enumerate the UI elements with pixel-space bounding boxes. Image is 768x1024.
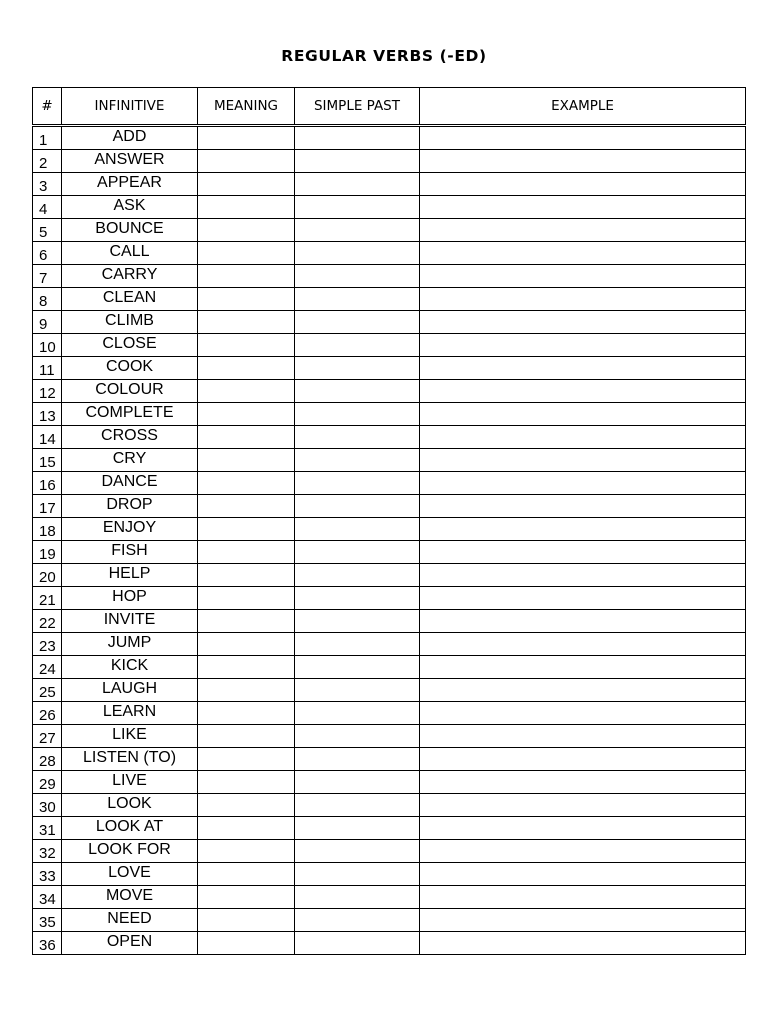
example-cell[interactable]: [420, 196, 746, 219]
table-row: [33, 495, 746, 518]
meaning-cell[interactable]: [198, 794, 295, 817]
infinitive-cell: DANCE: [62, 472, 198, 495]
infinitive-cell: HOP: [62, 587, 198, 610]
infinitive-cell: INVITE: [62, 610, 198, 633]
row-number: 30: [33, 794, 62, 817]
meaning-cell[interactable]: [198, 863, 295, 886]
meaning-cell[interactable]: [198, 311, 295, 334]
simple-past-cell[interactable]: [295, 518, 420, 541]
row-number: 2: [33, 150, 62, 173]
simple-past-cell[interactable]: [295, 794, 420, 817]
meaning-cell[interactable]: [198, 357, 295, 380]
example-cell[interactable]: [420, 472, 746, 495]
header-meaning: MEANING: [198, 88, 295, 126]
simple-past-cell[interactable]: [295, 725, 420, 748]
infinitive-cell: COLOUR: [62, 380, 198, 403]
row-number: 28: [33, 748, 62, 771]
table-row: [33, 242, 746, 265]
table-row: [33, 679, 746, 702]
table-row: [33, 725, 746, 748]
example-cell[interactable]: [420, 357, 746, 380]
infinitive-cell: HELP: [62, 564, 198, 587]
row-number: 33: [33, 863, 62, 886]
header-infinitive: INFINITIVE: [62, 88, 198, 126]
simple-past-cell[interactable]: [295, 173, 420, 196]
simple-past-cell[interactable]: [295, 748, 420, 771]
table-row: [33, 126, 746, 150]
infinitive-cell: LOVE: [62, 863, 198, 886]
meaning-cell[interactable]: [198, 196, 295, 219]
simple-past-cell[interactable]: [295, 449, 420, 472]
example-cell[interactable]: [420, 771, 746, 794]
table-row: [33, 863, 746, 886]
infinitive-cell: ASK: [62, 196, 198, 219]
simple-past-cell[interactable]: [295, 633, 420, 656]
row-number: 6: [33, 242, 62, 265]
infinitive-cell: LOOK AT: [62, 817, 198, 840]
simple-past-cell[interactable]: [295, 863, 420, 886]
meaning-cell[interactable]: [198, 610, 295, 633]
row-number: 36: [33, 932, 62, 955]
table-row: [33, 311, 746, 334]
simple-past-cell[interactable]: [295, 472, 420, 495]
meaning-cell[interactable]: [198, 403, 295, 426]
meaning-cell[interactable]: [198, 380, 295, 403]
simple-past-cell[interactable]: [295, 610, 420, 633]
simple-past-cell[interactable]: [295, 357, 420, 380]
meaning-cell[interactable]: [198, 242, 295, 265]
meaning-cell[interactable]: [198, 656, 295, 679]
table-row: [33, 403, 746, 426]
infinitive-cell: LOOK: [62, 794, 198, 817]
simple-past-cell[interactable]: [295, 380, 420, 403]
meaning-cell[interactable]: [198, 909, 295, 932]
meaning-cell[interactable]: [198, 817, 295, 840]
simple-past-cell[interactable]: [295, 564, 420, 587]
row-number: 29: [33, 771, 62, 794]
table-row: [33, 564, 746, 587]
infinitive-cell: DROP: [62, 495, 198, 518]
infinitive-cell: LIKE: [62, 725, 198, 748]
example-cell[interactable]: [420, 219, 746, 242]
infinitive-cell: ENJOY: [62, 518, 198, 541]
infinitive-cell: COOK: [62, 357, 198, 380]
example-cell[interactable]: [420, 150, 746, 173]
infinitive-cell: LIVE: [62, 771, 198, 794]
row-number: 19: [33, 541, 62, 564]
table-body: [33, 126, 746, 955]
row-number: 3: [33, 173, 62, 196]
row-number: 17: [33, 495, 62, 518]
simple-past-cell[interactable]: [295, 932, 420, 955]
table-row: [33, 265, 746, 288]
table-row: [33, 380, 746, 403]
meaning-cell[interactable]: [198, 564, 295, 587]
table-row: [33, 426, 746, 449]
row-number: 24: [33, 656, 62, 679]
example-cell[interactable]: [420, 725, 746, 748]
infinitive-cell: LEARN: [62, 702, 198, 725]
meaning-cell[interactable]: [198, 748, 295, 771]
row-number: 9: [33, 311, 62, 334]
infinitive-cell: LOOK FOR: [62, 840, 198, 863]
example-cell[interactable]: [420, 633, 746, 656]
table-row: [33, 518, 746, 541]
row-number: 21: [33, 587, 62, 610]
example-cell[interactable]: [420, 265, 746, 288]
simple-past-cell[interactable]: [295, 702, 420, 725]
meaning-cell[interactable]: [198, 840, 295, 863]
header-number: #: [33, 88, 62, 126]
table-row: [33, 748, 746, 771]
infinitive-cell: CLEAN: [62, 288, 198, 311]
example-cell[interactable]: [420, 817, 746, 840]
infinitive-cell: CALL: [62, 242, 198, 265]
simple-past-cell[interactable]: [295, 242, 420, 265]
meaning-cell[interactable]: [198, 334, 295, 357]
table-row: [33, 173, 746, 196]
simple-past-cell[interactable]: [295, 771, 420, 794]
meaning-cell[interactable]: [198, 265, 295, 288]
table-row: [33, 909, 746, 932]
meaning-cell[interactable]: [198, 541, 295, 564]
row-number: 8: [33, 288, 62, 311]
simple-past-cell[interactable]: [295, 426, 420, 449]
infinitive-cell: ANSWER: [62, 150, 198, 173]
infinitive-cell: MOVE: [62, 886, 198, 909]
simple-past-cell[interactable]: [295, 495, 420, 518]
simple-past-cell[interactable]: [295, 909, 420, 932]
meaning-cell[interactable]: [198, 173, 295, 196]
infinitive-cell: CRY: [62, 449, 198, 472]
meaning-cell[interactable]: [198, 679, 295, 702]
meaning-cell[interactable]: [198, 449, 295, 472]
meaning-cell[interactable]: [198, 126, 295, 150]
meaning-cell[interactable]: [198, 219, 295, 242]
example-cell[interactable]: [420, 449, 746, 472]
header-simple-past: SIMPLE PAST: [295, 88, 420, 126]
page-title: REGULAR VERBS (-ED): [281, 47, 487, 65]
table-row: [33, 196, 746, 219]
meaning-cell[interactable]: [198, 771, 295, 794]
infinitive-cell: CROSS: [62, 426, 198, 449]
row-number: 20: [33, 564, 62, 587]
table-row: [33, 633, 746, 656]
table-row: [33, 150, 746, 173]
infinitive-cell: OPEN: [62, 932, 198, 955]
infinitive-cell: CLIMB: [62, 311, 198, 334]
row-number: 4: [33, 196, 62, 219]
table-row: [33, 541, 746, 564]
example-cell[interactable]: [420, 748, 746, 771]
table-row: [33, 472, 746, 495]
infinitive-cell: LISTEN (TO): [62, 748, 198, 771]
verbs-table: [32, 87, 746, 955]
table-row: [33, 702, 746, 725]
table-row: [33, 771, 746, 794]
meaning-cell[interactable]: [198, 288, 295, 311]
table-row: [33, 219, 746, 242]
row-number: 18: [33, 518, 62, 541]
row-number: 22: [33, 610, 62, 633]
row-number: 31: [33, 817, 62, 840]
table-row: [33, 932, 746, 955]
example-cell[interactable]: [420, 426, 746, 449]
row-number: 23: [33, 633, 62, 656]
simple-past-cell[interactable]: [295, 150, 420, 173]
meaning-cell[interactable]: [198, 150, 295, 173]
meaning-cell[interactable]: [198, 426, 295, 449]
table-row: [33, 610, 746, 633]
row-number: 32: [33, 840, 62, 863]
row-number: 5: [33, 219, 62, 242]
example-cell[interactable]: [420, 679, 746, 702]
example-cell[interactable]: [420, 794, 746, 817]
example-cell[interactable]: [420, 840, 746, 863]
row-number: 15: [33, 449, 62, 472]
example-cell[interactable]: [420, 886, 746, 909]
infinitive-cell: LAUGH: [62, 679, 198, 702]
simple-past-cell[interactable]: [295, 265, 420, 288]
table-row: [33, 587, 746, 610]
table-row: [33, 357, 746, 380]
row-number: 34: [33, 886, 62, 909]
row-number: 1: [33, 126, 62, 150]
row-number: 14: [33, 426, 62, 449]
example-cell[interactable]: [420, 288, 746, 311]
example-cell[interactable]: [420, 909, 746, 932]
meaning-cell[interactable]: [198, 495, 295, 518]
simple-past-cell[interactable]: [295, 311, 420, 334]
simple-past-cell[interactable]: [295, 840, 420, 863]
infinitive-cell: ADD: [62, 126, 198, 150]
simple-past-cell[interactable]: [295, 587, 420, 610]
table-row: [33, 656, 746, 679]
meaning-cell[interactable]: [198, 702, 295, 725]
row-number: 25: [33, 679, 62, 702]
infinitive-cell: BOUNCE: [62, 219, 198, 242]
example-cell[interactable]: [420, 863, 746, 886]
infinitive-cell: CLOSE: [62, 334, 198, 357]
example-cell[interactable]: [420, 932, 746, 955]
table-header-row: [33, 88, 746, 126]
example-cell[interactable]: [420, 311, 746, 334]
simple-past-cell[interactable]: [295, 126, 420, 150]
row-number: 10: [33, 334, 62, 357]
meaning-cell[interactable]: [198, 587, 295, 610]
example-cell[interactable]: [420, 518, 746, 541]
simple-past-cell[interactable]: [295, 679, 420, 702]
simple-past-cell[interactable]: [295, 334, 420, 357]
row-number: 27: [33, 725, 62, 748]
row-number: 26: [33, 702, 62, 725]
example-cell[interactable]: [420, 173, 746, 196]
table-row: [33, 334, 746, 357]
example-cell[interactable]: [420, 587, 746, 610]
simple-past-cell[interactable]: [295, 817, 420, 840]
example-cell[interactable]: [420, 403, 746, 426]
infinitive-cell: NEED: [62, 909, 198, 932]
infinitive-cell: APPEAR: [62, 173, 198, 196]
infinitive-cell: KICK: [62, 656, 198, 679]
header-example: EXAMPLE: [420, 88, 746, 126]
table-row: [33, 288, 746, 311]
meaning-cell[interactable]: [198, 725, 295, 748]
infinitive-cell: COMPLETE: [62, 403, 198, 426]
example-cell[interactable]: [420, 242, 746, 265]
example-cell[interactable]: [420, 334, 746, 357]
row-number: 35: [33, 909, 62, 932]
row-number: 16: [33, 472, 62, 495]
table-row: [33, 886, 746, 909]
example-cell[interactable]: [420, 656, 746, 679]
row-number: 7: [33, 265, 62, 288]
meaning-cell[interactable]: [198, 472, 295, 495]
row-number: 12: [33, 380, 62, 403]
table-row: [33, 449, 746, 472]
simple-past-cell[interactable]: [295, 886, 420, 909]
simple-past-cell[interactable]: [295, 656, 420, 679]
meaning-cell[interactable]: [198, 932, 295, 955]
meaning-cell[interactable]: [198, 518, 295, 541]
row-number: 11: [33, 357, 62, 380]
simple-past-cell[interactable]: [295, 219, 420, 242]
simple-past-cell[interactable]: [295, 403, 420, 426]
infinitive-cell: CARRY: [62, 265, 198, 288]
simple-past-cell[interactable]: [295, 541, 420, 564]
table-row: [33, 817, 746, 840]
table-row: [33, 794, 746, 817]
infinitive-cell: JUMP: [62, 633, 198, 656]
example-cell[interactable]: [420, 126, 746, 150]
example-cell[interactable]: [420, 495, 746, 518]
example-cell[interactable]: [420, 702, 746, 725]
meaning-cell[interactable]: [198, 633, 295, 656]
table-row: [33, 840, 746, 863]
simple-past-cell[interactable]: [295, 288, 420, 311]
infinitive-cell: FISH: [62, 541, 198, 564]
meaning-cell[interactable]: [198, 886, 295, 909]
example-cell[interactable]: [420, 541, 746, 564]
example-cell[interactable]: [420, 380, 746, 403]
row-number: 13: [33, 403, 62, 426]
example-cell[interactable]: [420, 610, 746, 633]
example-cell[interactable]: [420, 564, 746, 587]
simple-past-cell[interactable]: [295, 196, 420, 219]
